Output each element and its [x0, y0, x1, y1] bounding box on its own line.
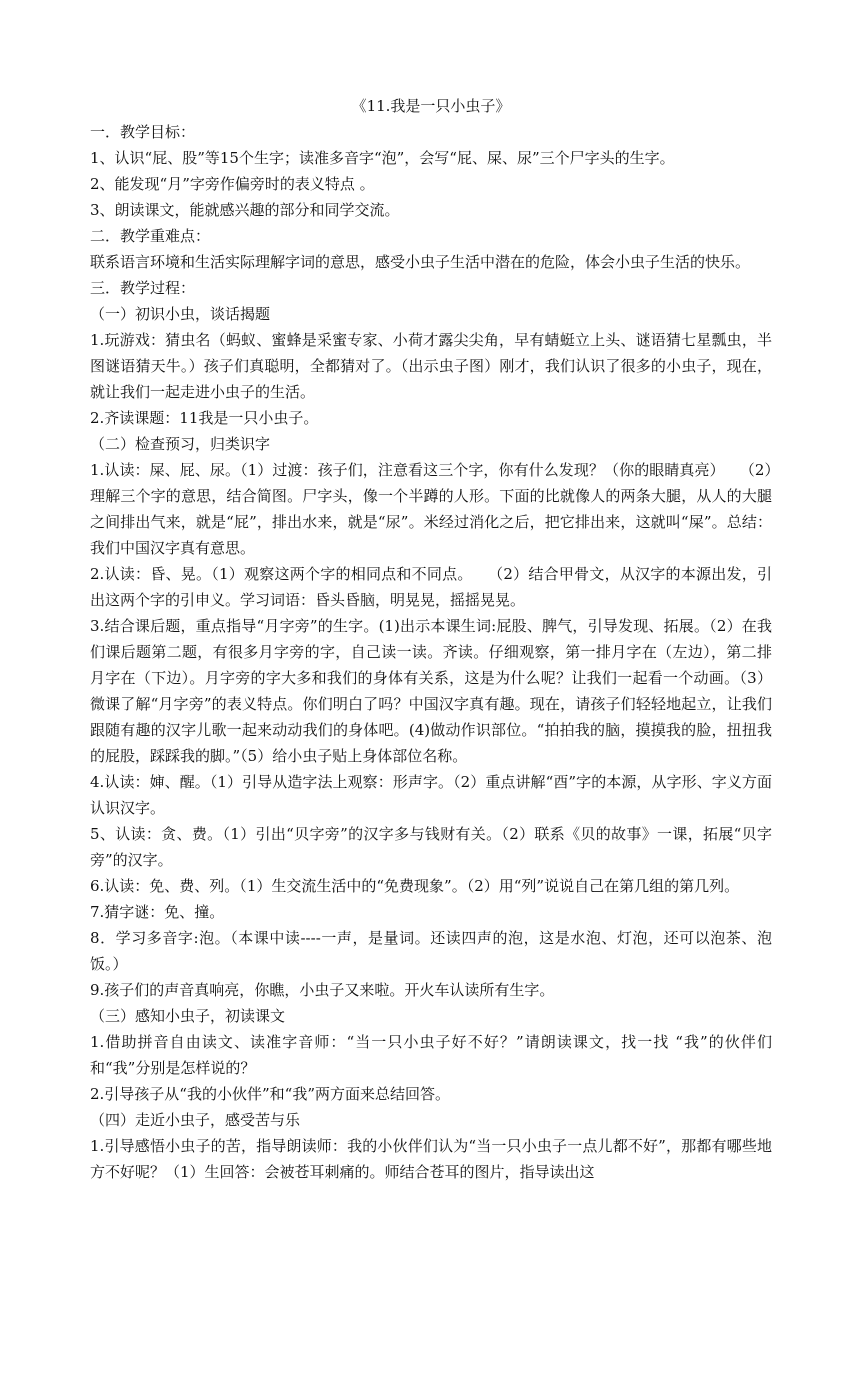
paragraph-read-6: 6.认读：免、费、列。（1）生交流生活中的“免费现象”。（2）用“列”说说自己在第几组的第几列。 [90, 877, 740, 895]
paragraph-game: 1.玩游戏：猜虫名（蚂蚁、蜜蜂是采蜜专家、小荷才露尖尖角，早有蜻蜓立上头、谜语猜七星瓢虫，半图谜语猜天牛。）孩子们真聪明，全都猜对了。（出示虫子图）刚才，我们认识了很多的小虫子，现在，就让我们一起走进小虫子的生活。 [90, 331, 772, 401]
paragraph-hardship: 1.引导感悟小虫子的苦，指导朗读师：我的小伙伴们认为“当一只小虫子一点儿都不好”，那都有哪些地方不好呢？（1）生回答：会被苍耳刺痛的。师结合苍耳的图片，指导读出这 [90, 1137, 772, 1181]
paragraph-free-reading: 1.借助拼音自由读文、读准字音师：“当一只小虫子好不好？”请朗读课文，找一找 “我”的伙伴们和“我”分别是怎样说的？ [90, 1033, 772, 1077]
section-heading-objectives: 一．教学目标： [90, 123, 196, 141]
paragraph-polyphone: 8．学习多音字:泡。（本课中读----一声，是量词。还读四声的泡，这是水泡、灯泡，还可以泡茶、泡饭。） [90, 929, 772, 973]
paragraph-read-4: 4.认读：婶、醒。（1）引导从造字法上观察：形声字。（2）重点讲解“酉”字的本源，从字形、字义方面认识汉字。 [90, 773, 772, 817]
paragraph-read-3: 3.结合课后题，重点指导“月字旁”的生字。(1)出示本课生词:屁股、脾气，引导发现、拓展。（2）在我们课后题第二题，有很多月字旁的字，自己读一读。齐读。仔细观察，第一排月字在（左边），第二排月字在（下边）。月字旁的字大多和我们的身体有关系，这是为什么呢？让我们一起看一个动画。（3）微课了解“月字旁”的表义特点。你们明白了吗？中国汉字真有趣。现在，请孩子们轻轻地起立，让我们跟随有趣的汉字儿歌一起来动动我们的身体吧。(4)做动作识部位。“拍拍我的脑，摸摸我的脸，扭扭我的屁股，踩踩我的脚。”（5）给小虫子贴上身体部位名称。 [90, 617, 772, 765]
subsection-3-heading: （三）感知小虫子，初读课文 [90, 1007, 286, 1025]
paragraph-read-1: 1.认读：屎、屁、尿。（1）过渡：孩子们，注意看这三个字，你有什么发现？（你的眼睛真亮） （2）理解三个字的意思，结合简图。尸字头，像一个半蹲的人形。下面的比就像人的两条大腿，从人的大腿之间排出气来，就是“屁”，排出水来，就是“尿”。米经过消化之后，把它排出来，这就叫“屎”。总结：我们中国汉字真有意思。 [90, 461, 772, 557]
objective-1: 1、认识“屁、股”等15个生字；读准多音字“泡”，会写“屁、屎、尿”三个尸字头的生字。 [90, 149, 675, 167]
objective-3: 3、朗读课文，能就感兴趣的部分和同学交流。 [90, 201, 400, 219]
key-points-text: 联系语言环境和生活实际理解字词的意思，感受小虫子生活中潜在的危险，体会小虫子生活的快乐。 [90, 253, 751, 271]
paragraph-read-5: 5、认读：贪、费。（1）引出“贝字旁”的汉字多与钱财有关。（2）联系《贝的故事》一课，拓展“贝字旁”的汉字。 [90, 825, 772, 869]
section-heading-process: 三．教学过程： [90, 279, 196, 297]
paragraph-train-reading: 9.孩子们的声音真响亮，你瞧，小虫子又来啦。开火车认读所有生字。 [90, 981, 555, 999]
paragraph-summary: 2.引导孩子从“我的小伙伴”和“我”两方面来总结回答。 [90, 1085, 450, 1103]
subsection-2-heading: （二）检查预习，归类识字 [90, 435, 271, 453]
subsection-1-heading: （一）初识小虫，谈话揭题 [90, 305, 271, 323]
document-title: 《11.我是一只小虫子》 [351, 97, 511, 115]
subsection-4-heading: （四）走近小虫子，感受苦与乐 [90, 1111, 301, 1129]
objective-2: 2、能发现“月”字旁作偏旁时的表义特点 。 [90, 175, 375, 193]
document-body [90, 93, 772, 1185]
paragraph-read-2: 2.认读：昏、晃。（1）观察这两个字的相同点和不同点。 （2）结合甲骨文，从汉字的本源出发，引出这两个字的引申义。学习词语：昏头昏脑，明晃晃，摇摇晃晃。 [90, 565, 772, 609]
paragraph-riddle: 7.猜字谜：免、撞。 [90, 903, 225, 921]
paragraph-read-title: 2.齐读课题：11我是一只小虫子。 [90, 409, 319, 427]
section-heading-key-points: 二．教学重难点： [90, 227, 211, 245]
